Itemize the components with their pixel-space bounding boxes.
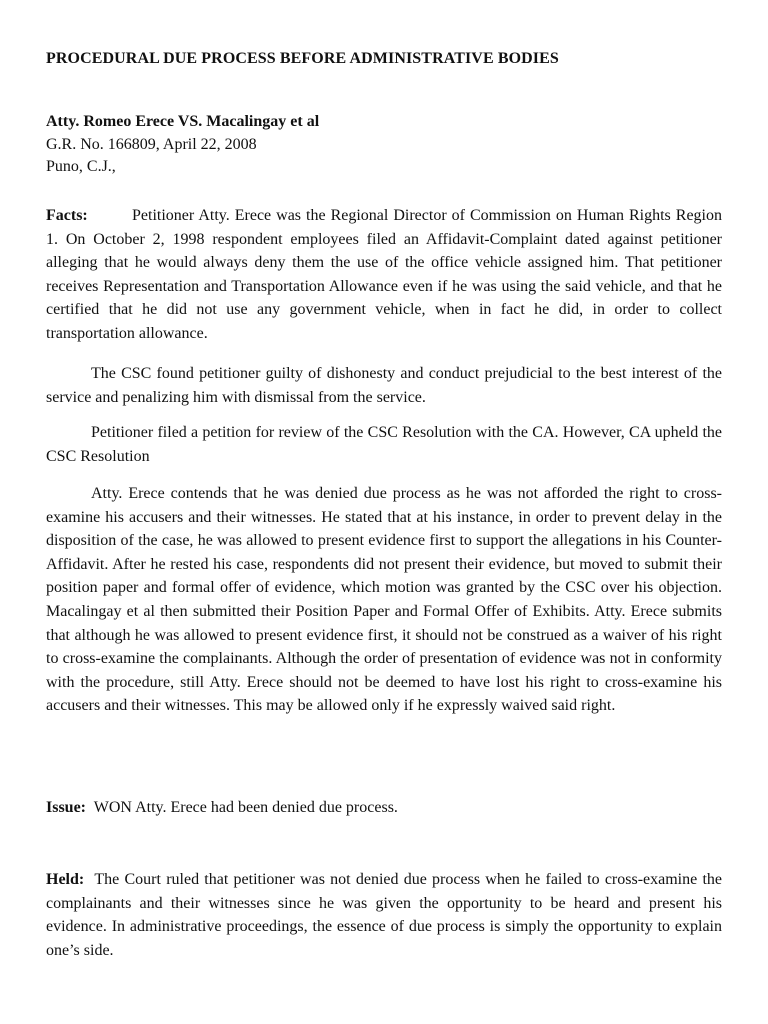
facts-paragraph-3: Petitioner filed a petition for review of the CSC Resolution with the CA. However, CA upheld the CSC Resolution — [46, 424, 722, 465]
case-name: Atty. Romeo Erece VS. Macalingay et al — [46, 113, 320, 130]
facts-paragraph-2: The CSC found petitioner guilty of dishonesty and conduct prejudicial to the best interest of the service and penalizing him with dismissal from the service. — [46, 365, 722, 406]
held-text: The Court ruled that petitioner was not denied due process when he failed to cross-examine the complainants and their witnesses since he was given the opportunity to be heard and present his evidence. In administrative proceedings, the essence of due process is simply the opportunity to explain one’s side. — [46, 871, 723, 959]
case-meta — [46, 134, 722, 178]
facts-label: Facts: — [46, 207, 88, 224]
issue-label: Issue: — [46, 799, 87, 816]
facts-paragraph — [46, 204, 722, 346]
held-paragraph — [46, 868, 722, 962]
held-label: Held: — [46, 871, 85, 888]
facts-text-1: Petitioner Atty. Erece was the Regional Director of Commission on Human Rights Region 1. On October 2, 1998 respondent employees filed an Affidavit-Complaint dated against petitioner alleging that he would always deny them the use of the office vehicle assigned him. That petitioner receives Representation and Transportation Allowance even if he was using the said vehicle, and that he certified that he did not use any government vehicle, when in fact he did, in order to collect transportation allowance. — [46, 207, 722, 342]
issue-text: WON Atty. Erece had been denied due process. — [93, 799, 398, 816]
facts-paragraph-4: Atty. Erece contends that he was denied due process as he was not afforded the right to cross-examine his accusers and their witnesses. He stated that at his instance, in order to prevent delay in the disposition of the case, he was allowed to present evidence first to support the allegations in his Counter-Affidavit. After he rested his case, respondents did not present their evidence, but moved to submit their position paper and formal offer of evidence, which motion was granted by the CSC over his objection. Macalingay et al then submitted their Position Paper and Formal Offer of Exhibits. Atty. Erece submits that although he was allowed to present evidence first, it should not be construed as a waiver of his right to cross-examine the complainants. Although the order of presentation of evidence was not in conformity with the procedure, still Atty. Erece should not be deemed to have lost his right to cross-examine his accusers and their witnesses. This may be allowed only if he expressly waived said right. — [46, 485, 722, 715]
case-ponente: Puno, C.J., — [46, 158, 116, 175]
document-title: PROCEDURAL DUE PROCESS BEFORE ADMINISTRATIVE BODIES — [46, 50, 559, 67]
issue-paragraph — [46, 796, 722, 820]
case-gr-number: G.R. No. 166809, April 22, 2008 — [46, 136, 257, 153]
